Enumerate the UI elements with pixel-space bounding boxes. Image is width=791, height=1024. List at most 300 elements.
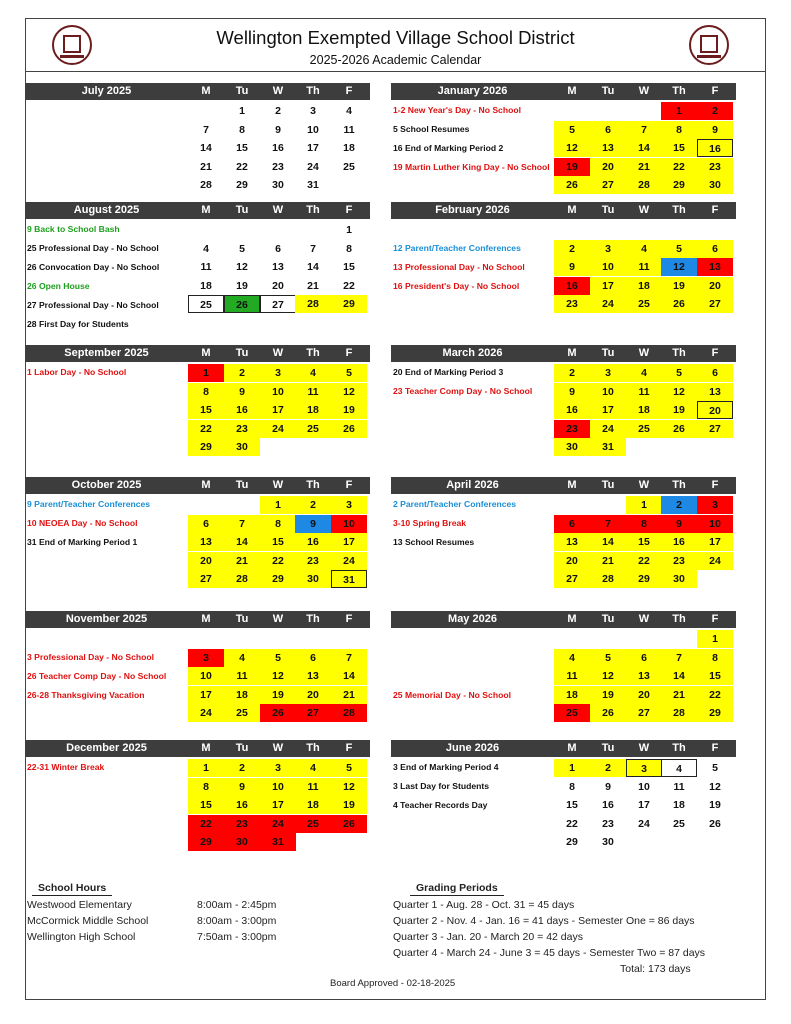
calendar-day: 24 <box>331 552 367 570</box>
weekday-header: W <box>638 347 650 359</box>
calendar-day: 25 <box>673 817 685 830</box>
calendar-event: 4 Teacher Records Day <box>393 800 488 810</box>
calendar-day: 14 <box>331 667 367 685</box>
month-header-bar <box>391 740 736 757</box>
calendar-event: 5 School Resumes <box>393 124 470 134</box>
calendar-day: 13 <box>295 667 331 685</box>
month-march-2026 <box>391 345 736 475</box>
grading-total: Total: 173 days <box>620 963 691 975</box>
calendar-day: 9 <box>295 515 331 533</box>
calendar-day: 23 <box>272 160 284 173</box>
school-hours-heading: School Hours <box>32 882 112 896</box>
calendar-day: 26 <box>224 295 260 313</box>
calendar-day: 18 <box>224 686 260 704</box>
calendar-day: 21 <box>661 686 697 704</box>
calendar-day: 16 <box>554 401 590 419</box>
calendar-day: 18 <box>343 142 355 155</box>
calendar-day: 12 <box>661 258 697 276</box>
calendar-day: 17 <box>590 401 626 419</box>
calendar-day: 7 <box>590 515 626 533</box>
weekday-header: F <box>345 347 353 359</box>
calendar-day: 10 <box>331 515 367 533</box>
calendar-day: 4 <box>554 649 590 667</box>
calendar-day: 16 <box>224 401 260 419</box>
calendar-day: 26 <box>590 704 626 722</box>
calendar-day: 27 <box>554 570 590 588</box>
weekday-header: Th <box>306 742 320 754</box>
calendar-day: 6 <box>590 121 626 139</box>
calendar-day: 5 <box>260 649 296 667</box>
calendar-day: 12 <box>709 780 721 793</box>
calendar-day: 23 <box>295 552 331 570</box>
month-header-bar <box>391 611 736 628</box>
month-june-2026 <box>391 740 736 870</box>
month-title: January 2026 <box>437 85 508 97</box>
weekday-header: Tu <box>235 85 249 97</box>
calendar-day: 2 <box>224 759 260 777</box>
month-january-2026 <box>391 83 736 213</box>
calendar-day: 14 <box>307 261 319 274</box>
calendar-day: 9 <box>224 383 260 401</box>
calendar-day: 15 <box>626 533 662 551</box>
calendar-day: 1 <box>661 102 697 120</box>
grading-periods-heading: Grading Periods <box>410 882 504 896</box>
calendar-day: 17 <box>188 686 224 704</box>
calendar-day: 11 <box>554 667 590 685</box>
calendar-day: 6 <box>188 515 224 533</box>
calendar-event: 26 Open House <box>27 281 90 291</box>
calendar-day: 29 <box>697 704 733 722</box>
calendar-day: 4 <box>224 649 260 667</box>
calendar-day: 5 <box>331 759 367 777</box>
weekday-header: Th <box>306 347 320 359</box>
weekday-header: Tu <box>601 204 615 216</box>
calendar-day: 17 <box>638 799 650 812</box>
calendar-day: 10 <box>307 123 319 136</box>
calendar-event: 27 Professional Day - No School <box>27 300 159 310</box>
calendar-day: 17 <box>697 533 733 551</box>
calendar-day: 19 <box>331 401 367 419</box>
calendar-day: 20 <box>188 552 224 570</box>
calendar-day: 16 <box>224 796 260 814</box>
calendar-day: 23 <box>661 552 697 570</box>
calendar-day: 24 <box>697 552 733 570</box>
calendar-day: 18 <box>295 796 331 814</box>
weekday-header: Tu <box>235 204 249 216</box>
calendar-day: 20 <box>590 158 626 176</box>
calendar-day: 2 <box>661 496 697 514</box>
calendar-day: 12 <box>590 667 626 685</box>
month-april-2026 <box>391 477 736 607</box>
calendar-day: 29 <box>188 438 224 456</box>
calendar-day: 9 <box>661 515 697 533</box>
calendar-day: 30 <box>224 833 260 851</box>
weekday-header: Th <box>672 347 686 359</box>
calendar-day: 18 <box>295 401 331 419</box>
calendar-day: 17 <box>307 142 319 155</box>
calendar-day: 2 <box>590 759 626 777</box>
calendar-day: 17 <box>331 533 367 551</box>
calendar-day: 25 <box>343 160 355 173</box>
calendar-day: 17 <box>590 277 626 295</box>
calendar-day: 26 <box>331 420 367 438</box>
calendar-day: 24 <box>638 817 650 830</box>
calendar-day: 30 <box>602 836 614 849</box>
calendar-day: 15 <box>343 261 355 274</box>
calendar-day: 4 <box>661 759 697 777</box>
calendar-event: 3 Professional Day - No School <box>27 652 155 662</box>
calendar-day: 12 <box>236 261 248 274</box>
weekday-header: W <box>638 479 650 491</box>
month-september-2025 <box>25 345 370 475</box>
calendar-day: 20 <box>697 401 733 419</box>
calendar-day: 26 <box>260 704 296 722</box>
calendar-day: 4 <box>295 759 331 777</box>
calendar-day: 19 <box>590 686 626 704</box>
weekday-header: Tu <box>235 479 249 491</box>
calendar-day: 11 <box>626 383 662 401</box>
calendar-day: 22 <box>188 420 224 438</box>
calendar-day: 21 <box>307 279 319 292</box>
weekday-header: Tu <box>235 742 249 754</box>
weekday-header: F <box>345 742 353 754</box>
calendar-day: 18 <box>626 401 662 419</box>
calendar-day: 27 <box>188 570 224 588</box>
calendar-day: 27 <box>697 295 733 313</box>
month-title: December 2025 <box>66 742 147 754</box>
calendar-event: 12 Parent/Teacher Conferences <box>393 243 521 253</box>
month-header-bar <box>391 83 736 100</box>
weekday-header: Th <box>672 479 686 491</box>
calendar-day: 23 <box>554 420 590 438</box>
calendar-day: 25 <box>188 295 224 313</box>
calendar-day: 8 <box>239 123 245 136</box>
calendar-day: 9 <box>275 123 281 136</box>
calendar-day: 21 <box>224 552 260 570</box>
calendar-day: 24 <box>260 815 296 833</box>
weekday-header: Th <box>306 479 320 491</box>
weekday-header: F <box>711 85 719 97</box>
calendar-event: 13 Professional Day - No School <box>393 262 525 272</box>
weekday-header: M <box>567 479 577 491</box>
weekday-header: F <box>345 85 353 97</box>
calendar-day: 10 <box>260 778 296 796</box>
calendar-day: 28 <box>295 295 331 313</box>
calendar-day: 1 <box>188 364 224 382</box>
calendar-day: 12 <box>661 383 697 401</box>
calendar-day: 14 <box>661 667 697 685</box>
calendar-day: 30 <box>272 179 284 192</box>
calendar-day: 8 <box>569 780 575 793</box>
calendar-event: 26 Teacher Comp Day - No School <box>27 671 167 681</box>
calendar-day: 1 <box>697 630 733 648</box>
weekday-header: M <box>201 347 211 359</box>
calendar-day: 18 <box>673 799 685 812</box>
calendar-day: 22 <box>661 158 697 176</box>
calendar-day: 2 <box>554 364 590 382</box>
calendar-event: 10 NEOEA Day - No School <box>27 518 138 528</box>
month-header-bar <box>25 740 370 757</box>
calendar-day: 18 <box>626 277 662 295</box>
calendar-day: 22 <box>626 552 662 570</box>
calendar-day: 20 <box>295 686 331 704</box>
calendar-day: 8 <box>188 383 224 401</box>
weekday-header: M <box>567 613 577 625</box>
school-name: Wellington High School <box>27 931 136 943</box>
calendar-day: 15 <box>661 139 697 157</box>
calendar-day: 10 <box>188 667 224 685</box>
weekday-header: F <box>711 613 719 625</box>
weekday-header: W <box>638 742 650 754</box>
calendar-day: 27 <box>590 176 626 194</box>
calendar-day: 19 <box>554 158 590 176</box>
calendar-subtitle: 2025-2026 Academic Calendar <box>309 53 482 67</box>
calendar-day: 6 <box>697 364 733 382</box>
weekday-header: Th <box>672 85 686 97</box>
calendar-day: 16 <box>554 277 590 295</box>
calendar-day: 6 <box>554 515 590 533</box>
calendar-day: 2 <box>697 102 733 120</box>
calendar-day: 2 <box>275 105 281 117</box>
calendar-day: 14 <box>200 142 212 155</box>
calendar-day: 7 <box>331 649 367 667</box>
calendar-event: 3-10 Spring Break <box>393 518 467 528</box>
calendar-day: 15 <box>260 533 296 551</box>
calendar-day: 27 <box>295 704 331 722</box>
month-may-2026 <box>391 611 736 741</box>
calendar-day: 4 <box>203 242 209 255</box>
calendar-day: 31 <box>331 570 367 588</box>
weekday-header: M <box>567 742 577 754</box>
month-title: June 2026 <box>445 742 500 754</box>
calendar-day: 16 <box>295 533 331 551</box>
calendar-day: 15 <box>188 401 224 419</box>
calendar-day: 25 <box>626 295 662 313</box>
grading-period-row: Quarter 3 - Jan. 20 - March 20 = 42 days <box>393 931 583 943</box>
calendar-day: 1 <box>188 759 224 777</box>
calendar-day: 1 <box>346 224 352 236</box>
calendar-day: 6 <box>697 240 733 258</box>
calendar-event: 26-28 Thanksgiving Vacation <box>27 690 145 700</box>
calendar-day: 26 <box>661 295 697 313</box>
weekday-header: W <box>272 613 284 625</box>
month-header-bar <box>25 477 370 494</box>
calendar-day: 23 <box>697 158 733 176</box>
calendar-day: 25 <box>295 420 331 438</box>
calendar-day: 12 <box>260 667 296 685</box>
calendar-event: 31 End of Marking Period 1 <box>27 537 138 547</box>
month-february-2026 <box>391 202 736 332</box>
calendar-day: 23 <box>224 815 260 833</box>
calendar-day: 29 <box>188 833 224 851</box>
calendar-day: 29 <box>626 570 662 588</box>
calendar-day: 2 <box>295 496 331 514</box>
month-header-bar <box>391 345 736 362</box>
calendar-day: 5 <box>712 762 718 774</box>
calendar-day: 16 <box>697 139 733 157</box>
calendar-day: 23 <box>602 817 614 830</box>
weekday-header: F <box>345 613 353 625</box>
calendar-day: 13 <box>697 383 733 401</box>
calendar-day: 9 <box>605 780 611 793</box>
calendar-day: 9 <box>697 121 733 139</box>
calendar-day: 10 <box>590 258 626 276</box>
weekday-header: M <box>201 613 211 625</box>
calendar-day: 18 <box>554 686 590 704</box>
weekday-header: Tu <box>601 347 615 359</box>
month-title: February 2026 <box>435 204 510 216</box>
calendar-day: 12 <box>331 778 367 796</box>
calendar-day: 25 <box>295 815 331 833</box>
calendar-day: 31 <box>307 179 319 192</box>
calendar-day: 16 <box>602 799 614 812</box>
month-title: July 2025 <box>81 85 132 97</box>
weekday-header: W <box>638 204 650 216</box>
calendar-day: 21 <box>331 686 367 704</box>
calendar-day: 20 <box>272 279 284 292</box>
calendar-event: 22-31 Winter Break <box>27 762 105 772</box>
month-title: March 2026 <box>442 347 503 359</box>
calendar-day: 26 <box>661 420 697 438</box>
calendar-day: 8 <box>346 242 352 255</box>
calendar-day: 13 <box>188 533 224 551</box>
month-november-2025 <box>25 611 370 741</box>
weekday-header: W <box>272 347 284 359</box>
calendar-day: 3 <box>260 759 296 777</box>
calendar-day: 5 <box>239 242 245 255</box>
calendar-day: 7 <box>661 649 697 667</box>
calendar-day: 20 <box>626 686 662 704</box>
calendar-day: 14 <box>224 533 260 551</box>
calendar-day: 1 <box>239 105 245 117</box>
calendar-day: 3 <box>590 240 626 258</box>
weekday-header: M <box>201 85 211 97</box>
weekday-header: F <box>345 479 353 491</box>
weekday-header: W <box>272 204 284 216</box>
calendar-day: 15 <box>566 799 578 812</box>
calendar-day: 11 <box>200 261 212 274</box>
calendar-day: 4 <box>626 240 662 258</box>
calendar-day: 11 <box>626 258 662 276</box>
weekday-header: M <box>201 742 211 754</box>
calendar-day: 1 <box>554 759 590 777</box>
calendar-event: 13 School Resumes <box>393 537 475 547</box>
calendar-day: 30 <box>554 438 590 456</box>
weekday-header: Tu <box>601 613 615 625</box>
grading-period-row: Quarter 4 - March 24 - June 3 = 45 days - Semester Two = 87 days <box>393 947 706 959</box>
calendar-day: 10 <box>590 383 626 401</box>
calendar-day: 30 <box>697 176 733 194</box>
calendar-day: 20 <box>554 552 590 570</box>
calendar-day: 10 <box>697 515 733 533</box>
calendar-event: 25 Memorial Day - No School <box>393 690 511 700</box>
calendar-day: 28 <box>200 179 212 192</box>
calendar-day: 5 <box>661 364 697 382</box>
weekday-header: W <box>638 613 650 625</box>
calendar-day: 5 <box>331 364 367 382</box>
calendar-day: 3 <box>188 649 224 667</box>
weekday-header: M <box>567 204 577 216</box>
month-title: October 2025 <box>71 479 142 491</box>
calendar-day: 19 <box>331 796 367 814</box>
board-approved-note: Board Approved - 02-18-2025 <box>330 978 456 989</box>
school-hours: 7:50am - 3:00pm <box>197 931 277 943</box>
calendar-event: 19 Martin Luther King Day - No School <box>393 162 550 172</box>
calendar-day: 15 <box>188 796 224 814</box>
calendar-day: 5 <box>661 240 697 258</box>
calendar-day: 29 <box>236 179 248 192</box>
weekday-header: Th <box>672 613 686 625</box>
calendar-day: 24 <box>260 420 296 438</box>
calendar-day: 10 <box>260 383 296 401</box>
grading-period-row: Quarter 1 - Aug. 28 - Oct. 31 = 45 days <box>393 899 575 911</box>
calendar-day: 19 <box>709 799 721 812</box>
calendar-day: 8 <box>697 649 733 667</box>
calendar-day: 30 <box>295 570 331 588</box>
calendar-event: 28 First Day for Students <box>27 319 129 329</box>
calendar-day: 29 <box>331 295 367 313</box>
weekday-header: Th <box>306 613 320 625</box>
calendar-day: 30 <box>224 438 260 456</box>
calendar-day: 16 <box>661 533 697 551</box>
weekday-header: M <box>201 204 211 216</box>
calendar-day: 16 <box>272 142 284 155</box>
calendar-event: 3 End of Marking Period 4 <box>393 762 499 772</box>
calendar-day: 14 <box>626 139 662 157</box>
calendar-day: 1 <box>626 496 662 514</box>
calendar-day: 22 <box>343 279 355 292</box>
calendar-day: 19 <box>661 277 697 295</box>
calendar-day: 27 <box>260 295 296 313</box>
month-july-2025 <box>25 83 370 213</box>
month-title: September 2025 <box>64 347 149 359</box>
calendar-day: 14 <box>590 533 626 551</box>
calendar-day: 29 <box>566 836 578 849</box>
weekday-header: W <box>272 479 284 491</box>
calendar-day: 22 <box>260 552 296 570</box>
calendar-day: 27 <box>626 704 662 722</box>
calendar-day: 23 <box>554 295 590 313</box>
calendar-day: 11 <box>343 123 355 136</box>
calendar-day: 3 <box>697 496 733 514</box>
calendar-day: 13 <box>697 258 733 276</box>
calendar-day: 2 <box>224 364 260 382</box>
calendar-day: 4 <box>626 364 662 382</box>
calendar-day: 13 <box>554 533 590 551</box>
weekday-header: Tu <box>601 742 615 754</box>
calendar-day: 3 <box>260 364 296 382</box>
calendar-day: 29 <box>260 570 296 588</box>
calendar-day: 8 <box>626 515 662 533</box>
school-name: Westwood Elementary <box>27 899 132 911</box>
calendar-event: 25 Professional Day - No School <box>27 243 159 253</box>
weekday-header: F <box>711 347 719 359</box>
month-header-bar <box>391 202 736 219</box>
calendar-day: 11 <box>673 780 685 793</box>
calendar-day: 7 <box>203 123 209 136</box>
weekday-header: M <box>567 347 577 359</box>
calendar-day: 21 <box>200 160 212 173</box>
calendar-day: 22 <box>566 817 578 830</box>
calendar-event: 9 Parent/Teacher Conferences <box>27 499 151 509</box>
month-header-bar <box>25 611 370 628</box>
calendar-day: 5 <box>554 121 590 139</box>
weekday-header: Tu <box>235 613 249 625</box>
weekday-header: Th <box>672 204 686 216</box>
calendar-day: 24 <box>307 160 319 173</box>
weekday-header: F <box>711 479 719 491</box>
calendar-event: 1 Labor Day - No School <box>27 367 127 377</box>
